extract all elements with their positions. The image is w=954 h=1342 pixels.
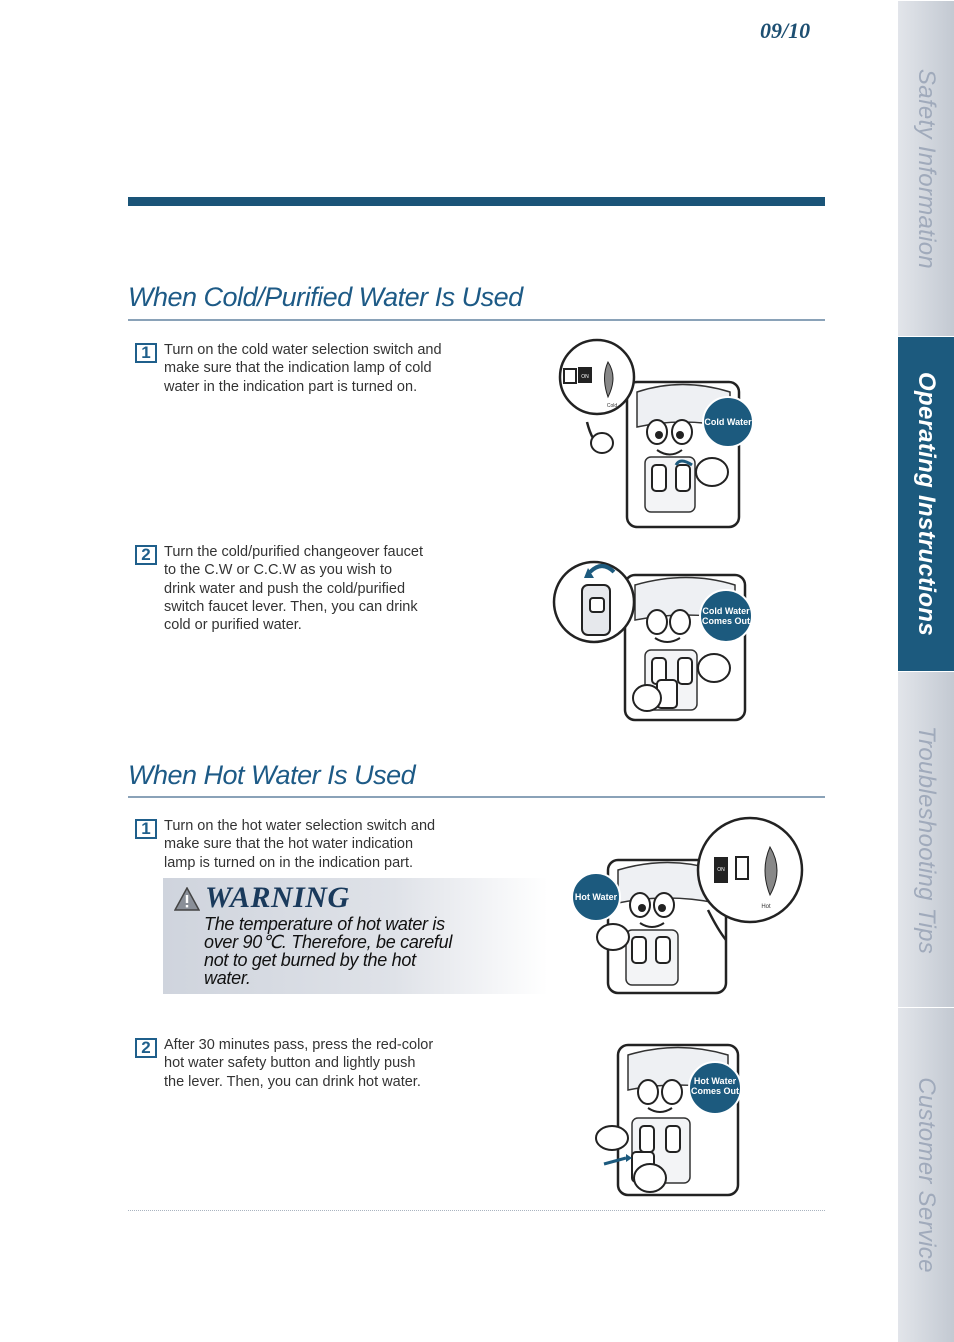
step-badge: 1 [135, 343, 157, 363]
svg-text:Hot: Hot [761, 904, 771, 910]
step-text: After 30 minutes pass, press the red-color hot water safety button and lightly push the lever. Then, you can drink hot water. [164, 1037, 434, 1090]
step-text: Turn the cold/purified changeover faucet to the C.W or C.C.W as you wish to drink water and push the cold/purified switch faucet lever. Then, you can drink cold or purified water. [164, 544, 424, 634]
section-rule [128, 319, 825, 321]
svg-text:Cold Water: Cold Water [704, 417, 752, 427]
header-bar [128, 197, 825, 206]
step-text: Turn on the cold water selection switch and make sure that the indication lamp of cold water in the indication part is turned on. [164, 342, 442, 395]
svg-text:ON: ON [581, 374, 589, 380]
svg-text:Hot Water: Hot Water [574, 892, 618, 902]
svg-text:ON: ON [717, 867, 725, 873]
tab-label: Operating Instructions [913, 372, 940, 636]
tab-label: Safety Information [913, 68, 940, 269]
side-tabs [898, 0, 954, 1342]
section-title-hot: When Hot Water Is Used [128, 760, 416, 790]
svg-text:Hot Water: Hot Water [693, 1076, 737, 1086]
cold-water-switch-illustration [552, 337, 762, 532]
footer-dotted-rule [128, 1210, 825, 1211]
tab-customer-service[interactable] [898, 1007, 954, 1342]
step-badge: 2 [135, 545, 157, 565]
svg-text:Cold Water: Cold Water [702, 606, 750, 616]
cold-water-faucet-illustration [552, 550, 762, 725]
tab-label: Customer Service [913, 1077, 940, 1273]
page-number: 09/10 [760, 18, 811, 43]
step-badge: 1 [135, 819, 157, 839]
hot-water-switch-illustration [568, 815, 808, 997]
step-badge: 2 [135, 1038, 157, 1058]
svg-text:Comes Out: Comes Out [690, 1086, 740, 1096]
section-title-cold: When Cold/Purified Water Is Used [128, 282, 523, 312]
svg-text:Comes Out: Comes Out [701, 616, 751, 626]
section-rule [128, 796, 825, 798]
step-text: Turn on the hot water selection switch and make sure that the hot water indication lamp is turned on in the indication part. [164, 818, 436, 871]
hot-water-dispense-illustration [590, 1040, 750, 1205]
warning-text: The temperature of hot water is over 90℃. Therefore, be careful not to get burned by the hot water. [204, 914, 453, 988]
tab-label: Troubleshooting Tips [913, 725, 940, 954]
tab-operating-instructions[interactable] [898, 336, 954, 671]
warning-title: WARNING [205, 881, 350, 914]
svg-text:Cold: Cold [606, 403, 618, 409]
tab-troubleshooting-tips[interactable] [898, 671, 954, 1007]
tab-safety-information[interactable] [898, 0, 954, 336]
warning-triangle-icon [174, 887, 200, 911]
